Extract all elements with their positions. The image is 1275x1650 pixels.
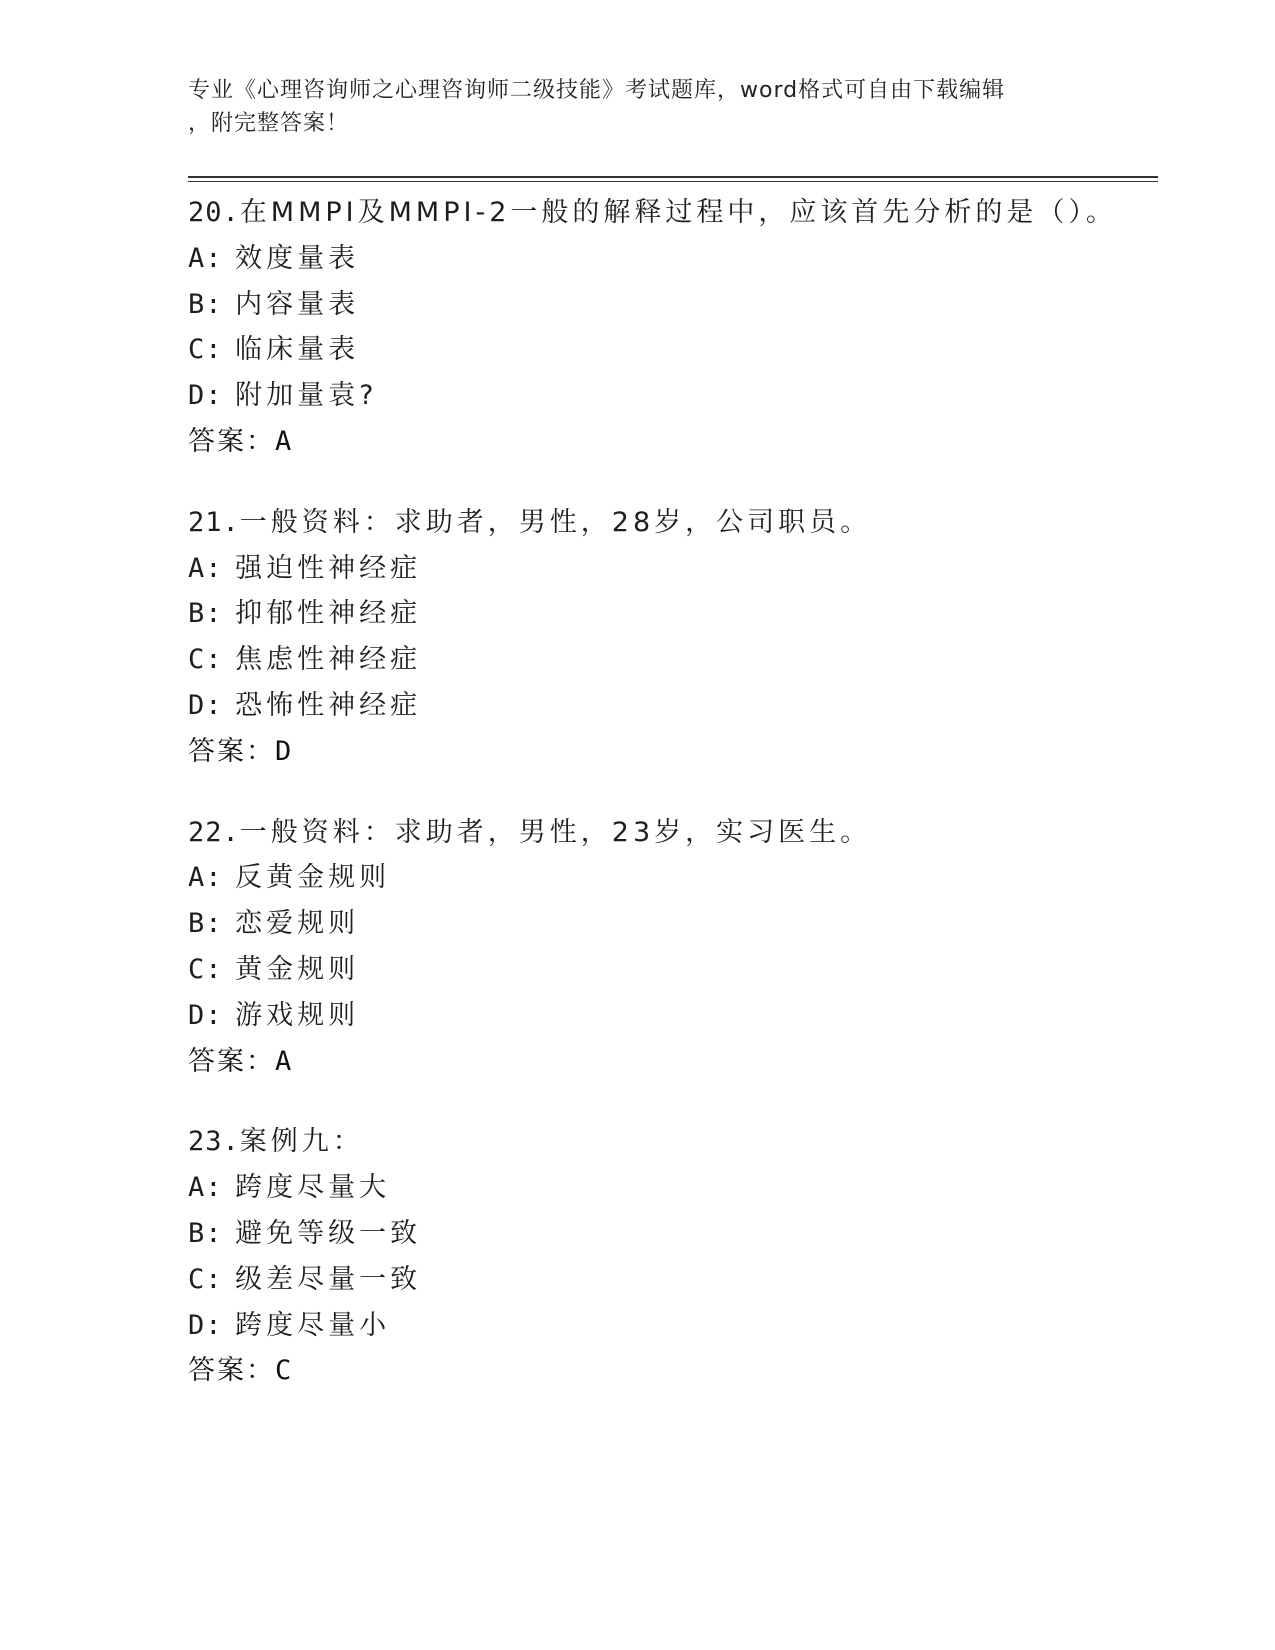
option-key: A: (188, 552, 223, 584)
option-c (188, 327, 1148, 373)
question-stem (188, 1119, 1148, 1165)
question-number: 20. (188, 197, 240, 228)
option-c (188, 1257, 1148, 1303)
option-text: 焦虑性神经症 (235, 644, 422, 676)
answer-value: A (275, 425, 293, 457)
answer-line (188, 1348, 1148, 1394)
header-line-2: ，附完整答案！ (188, 111, 350, 136)
option-key: B: (188, 598, 223, 630)
answer-label: 答案： (188, 425, 275, 457)
option-a (188, 1165, 1148, 1211)
answer-label: 答案： (188, 1045, 275, 1077)
answer-line (188, 729, 1148, 775)
option-key: A: (188, 1172, 223, 1204)
option-key: D: (188, 380, 223, 412)
question-number: 22. (188, 816, 240, 848)
answer-label: 答案： (188, 1355, 275, 1387)
option-text: 反黄金规则 (235, 862, 391, 894)
option-key: D: (188, 1309, 223, 1341)
option-key: D: (188, 689, 223, 721)
option-text: 效度量表 (235, 242, 360, 274)
option-c (188, 637, 1148, 683)
option-key: C: (188, 644, 223, 676)
option-d (188, 373, 1148, 419)
option-c (188, 947, 1148, 993)
option-key: A: (188, 242, 223, 274)
option-text: 内容量表 (235, 288, 360, 320)
option-text: 强迫性神经症 (235, 552, 422, 584)
answer-value: C (275, 1355, 293, 1387)
document-header (188, 74, 1088, 140)
question-number: 23. (188, 1126, 240, 1158)
option-text: 跨度尽量大 (235, 1172, 391, 1204)
option-key: C: (188, 953, 223, 985)
answer-value: A (275, 1045, 293, 1077)
question-text: 案例九： (239, 1126, 364, 1158)
question-20 (188, 190, 1148, 465)
option-key: C: (188, 334, 223, 366)
answer-line (188, 1039, 1148, 1085)
option-key: A: (188, 862, 223, 894)
header-divider-thin (188, 181, 1158, 182)
option-key: B: (188, 908, 223, 940)
question-list (188, 190, 1148, 1429)
option-a (188, 236, 1148, 282)
option-text: 恐怖性神经症 (235, 689, 422, 721)
question-stem (188, 190, 1148, 236)
option-d (188, 1303, 1148, 1349)
question-text: 一般资料：求助者，男性，23岁，实习医生。 (239, 816, 872, 848)
option-b (188, 282, 1148, 328)
question-stem (188, 810, 1148, 856)
question-23 (188, 1119, 1148, 1394)
option-text: 游戏规则 (235, 999, 360, 1031)
answer-line (188, 419, 1148, 465)
option-d (188, 683, 1148, 729)
header-line-1: 专业《心理咨询师之心理咨询师二级技能》考试题库，word格式可自由下载编辑 (188, 78, 1006, 103)
option-b (188, 591, 1148, 637)
question-text: 一般资料：求助者，男性，28岁，公司职员。 (239, 506, 872, 538)
option-a (188, 546, 1148, 592)
option-text: 抑郁性神经症 (235, 598, 422, 630)
option-key: B: (188, 288, 223, 320)
option-a (188, 855, 1148, 901)
option-key: C: (188, 1263, 223, 1295)
option-b (188, 1211, 1148, 1257)
question-22 (188, 810, 1148, 1085)
option-text: 黄金规则 (235, 953, 360, 985)
answer-label: 答案： (188, 735, 275, 767)
option-text: 跨度尽量小 (235, 1309, 391, 1341)
option-b (188, 901, 1148, 947)
option-text: 恋爱规则 (235, 908, 360, 940)
question-stem (188, 500, 1148, 546)
option-text: 临床量表 (235, 334, 360, 366)
question-number: 21. (188, 506, 240, 538)
header-divider-thick (188, 176, 1158, 178)
option-key: D: (188, 999, 223, 1031)
option-text: 附加量袁? (235, 380, 378, 412)
option-text: 避免等级一致 (235, 1217, 422, 1249)
question-text: 在MMPI及MMPI-2一般的解释过程中，应该首先分析的是（）。 (239, 197, 1117, 228)
option-key: B: (188, 1217, 223, 1249)
option-d (188, 993, 1148, 1039)
question-21 (188, 500, 1148, 775)
answer-value: D (275, 735, 293, 767)
option-text: 级差尽量一致 (235, 1263, 422, 1295)
